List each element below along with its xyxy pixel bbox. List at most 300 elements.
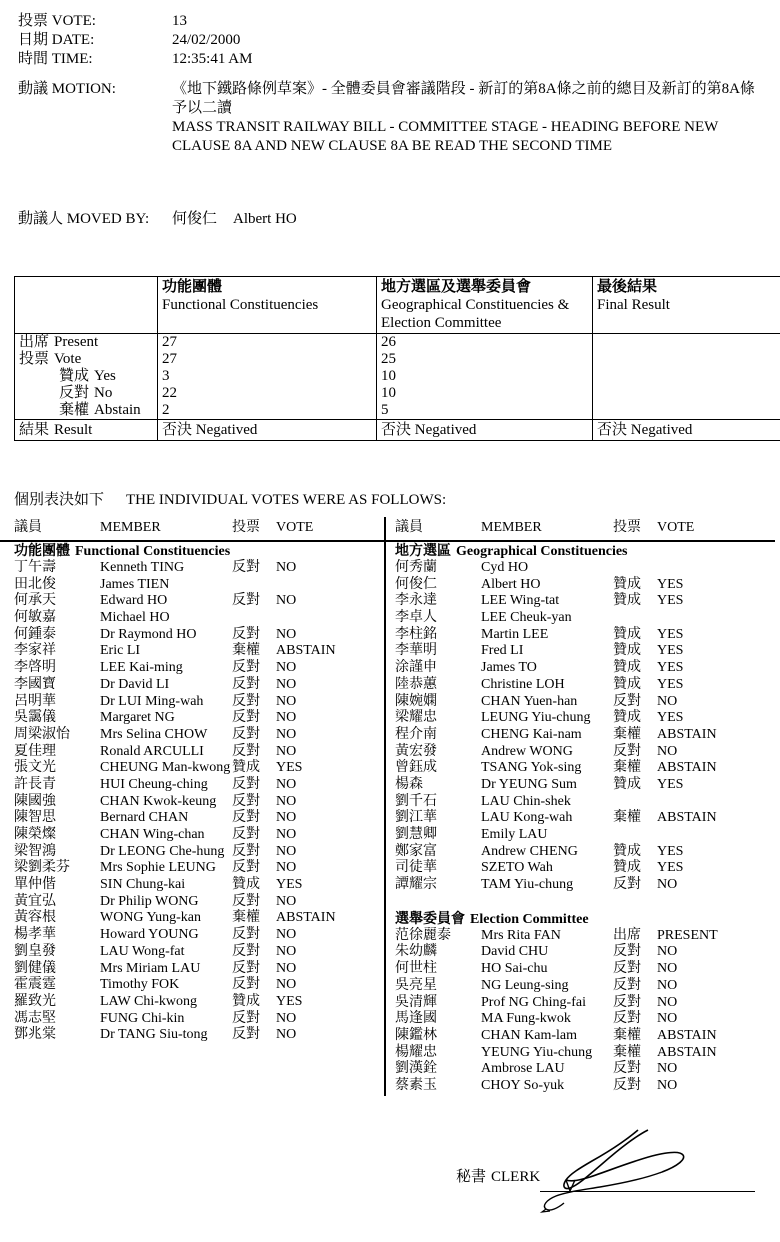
vote-row — [14, 877, 374, 894]
vote-value-chinese: 反對 — [613, 1011, 641, 1027]
vote-row — [395, 1045, 765, 1062]
vote-value-english: ABSTAIN — [657, 1027, 717, 1043]
member-name-chinese: 陳榮燦 — [14, 827, 56, 842]
vote-number-value: 13 — [172, 13, 187, 29]
vote-value-chinese: 反對 — [613, 944, 641, 960]
member-name-chinese: 劉慧卿 — [395, 827, 437, 842]
member-name-english: LEE Wing-tat — [481, 593, 560, 609]
vote-value-english: YES — [657, 710, 684, 726]
summary-final-blank-3 — [597, 368, 780, 385]
vote-value-english: NO — [657, 877, 678, 893]
vote-value-english: YES — [276, 760, 303, 776]
vote-value-english: NO — [276, 693, 297, 709]
vote-value-chinese: 棄權 — [613, 1044, 641, 1060]
vote-row — [395, 660, 765, 677]
member-name-chinese: 何秀蘭 — [395, 560, 437, 575]
vote-row — [14, 760, 374, 777]
vote-row — [395, 1078, 765, 1095]
moved-by-block — [18, 210, 758, 229]
vote-row — [395, 560, 765, 577]
vote-value-chinese: 贊成 — [613, 676, 641, 692]
vote-row — [14, 710, 374, 727]
right-vote-column — [395, 543, 765, 1095]
meta-row-vote — [18, 12, 758, 31]
vote-value-english: NO — [657, 944, 678, 960]
vote-row — [14, 827, 374, 844]
vote-row — [395, 1011, 765, 1028]
member-name-chinese: 李國寶 — [14, 676, 56, 692]
vote-value-english: NO — [276, 943, 297, 959]
member-name-english: Mrs Miriam LAU — [100, 960, 201, 976]
summary-counts-row — [15, 334, 780, 420]
section-header-en: Election Committee — [470, 911, 589, 927]
member-name-english: SIN Chung-kai — [100, 877, 186, 893]
right-header-member-en: MEMBER — [481, 520, 542, 535]
vote-value-english: ABSTAIN — [657, 760, 717, 776]
vote-row — [14, 1011, 374, 1028]
vote-value-english: NO — [276, 843, 297, 859]
vote-value-english: NO — [657, 994, 678, 1010]
vote-row — [395, 978, 765, 995]
member-name-chinese: 涂謹申 — [395, 660, 437, 676]
vote-value-english: NO — [276, 626, 297, 642]
vote-row — [14, 643, 374, 660]
vote-number-label: 投票 VOTE: — [18, 13, 96, 29]
summary-label-abstain-en: Abstain — [94, 402, 141, 418]
vote-row — [395, 794, 765, 811]
vote-value-english: NO — [276, 726, 297, 742]
vote-value-chinese: 反對 — [232, 593, 260, 609]
left-header-member-en: MEMBER — [100, 520, 161, 535]
vote-row — [14, 610, 374, 627]
vote-value-chinese: 反對 — [232, 710, 260, 726]
section-header-zh: 功能團體 — [14, 544, 70, 559]
member-name-chinese: 丁午壽 — [14, 560, 56, 575]
summary-functional-abstain: 2 — [162, 402, 170, 418]
member-name-chinese: 楊森 — [395, 776, 423, 792]
member-name-english: Martin LEE — [481, 626, 549, 642]
member-name-chinese: 鄧兆棠 — [14, 1027, 56, 1043]
summary-label-yes-en: Yes — [94, 368, 116, 384]
motion-body — [172, 80, 763, 156]
vote-row — [395, 860, 765, 877]
vote-row — [395, 744, 765, 761]
summary-functional-yes: 3 — [162, 368, 170, 384]
vote-value-chinese: 反對 — [232, 977, 260, 993]
vote-row — [14, 627, 374, 644]
vote-row — [14, 727, 374, 744]
vote-row — [14, 560, 374, 577]
summary-values-geographical — [377, 334, 593, 420]
vote-row — [395, 844, 765, 861]
vote-row — [14, 944, 374, 961]
vote-row — [395, 1028, 765, 1045]
section-header — [395, 911, 765, 928]
vote-value-english: NO — [276, 893, 297, 909]
member-name-chinese: 曾鈺成 — [395, 760, 437, 776]
member-name-english: Ambrose LAU — [481, 1061, 565, 1077]
member-name-english: Dr Raymond HO — [100, 626, 197, 642]
vote-row — [14, 660, 374, 677]
vote-value-chinese: 棄權 — [232, 643, 260, 659]
motion-label: 動議 MOTION: — [18, 81, 116, 97]
member-name-english: Dr YEUNG Sum — [481, 776, 577, 792]
summary-table-body — [15, 334, 780, 441]
vote-row — [395, 944, 765, 961]
vote-value-chinese: 反對 — [232, 726, 260, 742]
member-name-chinese: 楊耀忠 — [395, 1044, 437, 1060]
vote-row — [14, 994, 374, 1011]
vote-row — [395, 995, 765, 1012]
summary-label-vote-zh: 投票 — [19, 351, 50, 367]
summary-header-functional — [158, 277, 377, 334]
vote-value-english: NO — [657, 693, 678, 709]
member-name-chinese: 呂明華 — [14, 693, 56, 709]
vote-row — [395, 694, 765, 711]
member-name-english: Prof NG Ching-fai — [481, 994, 586, 1010]
member-name-english: Ronald ARCULLI — [100, 743, 204, 759]
vote-row — [14, 593, 374, 610]
summary-header-geographical-zh: 地方選區及選舉委員會 — [381, 279, 532, 295]
summary-final-blank-1 — [597, 334, 780, 351]
vote-value-english: NO — [276, 927, 297, 943]
vote-value-chinese: 贊成 — [613, 843, 641, 859]
section-header — [14, 543, 374, 560]
vote-value-chinese: 反對 — [232, 676, 260, 692]
member-name-english: Christine LOH — [481, 676, 565, 692]
member-name-english: Dr TANG Siu-tong — [100, 1027, 208, 1043]
vote-row — [395, 877, 765, 894]
vote-value-chinese: 反對 — [232, 960, 260, 976]
summary-result-label-en: Result — [54, 422, 93, 438]
vote-row — [395, 928, 765, 945]
member-name-chinese: 黃宏發 — [395, 743, 437, 759]
vote-value-english: NO — [276, 676, 297, 692]
header-divider-rule — [0, 540, 775, 542]
vote-value-chinese: 贊成 — [613, 626, 641, 642]
vote-row — [14, 844, 374, 861]
vote-row — [14, 794, 374, 811]
left-vote-column — [14, 543, 374, 1044]
vote-value-chinese: 棄權 — [232, 910, 260, 926]
member-name-english: Eric LI — [100, 643, 141, 659]
summary-result-row — [15, 420, 780, 441]
member-name-chinese: 周梁淑怡 — [14, 726, 70, 742]
summary-values-final — [593, 334, 780, 420]
member-name-english: Edward HO — [100, 593, 168, 609]
vote-value-chinese: 反對 — [232, 776, 260, 792]
member-name-chinese: 梁智鴻 — [14, 843, 56, 859]
vote-value-chinese: 反對 — [232, 893, 260, 909]
vote-value-chinese: 反對 — [613, 1077, 641, 1093]
summary-result-functional: 否決 Negatived — [158, 420, 377, 441]
section-header-en: Geographical Constituencies — [456, 544, 628, 559]
meta-row-time — [18, 50, 758, 69]
member-name-chinese: 李永達 — [395, 593, 437, 609]
member-name-chinese: 蔡素玉 — [395, 1077, 437, 1093]
left-header-vote-en: VOTE — [276, 520, 314, 535]
vote-value-english: NO — [276, 1027, 297, 1043]
member-name-english: Howard YOUNG — [100, 927, 199, 943]
vote-value-english: ABSTAIN — [276, 910, 336, 926]
summary-header-blank — [15, 277, 158, 334]
vote-row — [395, 777, 765, 794]
individual-votes-title-zh: 個別表決如下 — [14, 492, 105, 508]
individual-votes-title — [14, 491, 446, 509]
vote-value-chinese: 贊成 — [613, 576, 641, 592]
summary-final-blank-5 — [597, 402, 780, 419]
section-header-en: Functional Constituencies — [75, 544, 231, 559]
mover-name-english: Albert HO — [233, 211, 297, 227]
summary-label-no-zh: 反對 — [59, 385, 90, 401]
vote-row — [14, 860, 374, 877]
summary-final-blank-2 — [597, 351, 780, 368]
date-value: 24/02/2000 — [172, 32, 241, 48]
summary-label-present-zh: 出席 — [19, 334, 50, 350]
member-name-chinese: 劉千石 — [395, 793, 437, 809]
section-header-zh: 地方選區 — [395, 544, 451, 559]
vote-value-english: NO — [657, 1077, 678, 1093]
vote-row — [395, 810, 765, 827]
vote-value-english: NO — [276, 710, 297, 726]
member-name-english: LAU Chin-shek — [481, 793, 571, 809]
summary-label-abstain-zh: 棄權 — [59, 402, 90, 418]
vote-value-chinese: 反對 — [232, 860, 260, 876]
vote-value-chinese: 贊成 — [613, 660, 641, 676]
member-name-chinese: 馬逢國 — [395, 1011, 437, 1027]
vote-value-english: YES — [657, 860, 684, 876]
summary-label-yes — [19, 368, 153, 385]
vote-value-english: NO — [657, 1061, 678, 1077]
member-name-chinese: 陳婉嫻 — [395, 693, 437, 709]
summary-header-final-zh: 最後結果 — [597, 279, 658, 295]
vote-row — [395, 760, 765, 777]
vote-value-english: NO — [276, 977, 297, 993]
member-name-english: HO Sai-chu — [481, 961, 548, 977]
summary-header-final-en: Final Result — [597, 297, 670, 313]
member-name-english: LAU Kong-wah — [481, 810, 573, 826]
member-name-english: Bernard CHAN — [100, 810, 189, 826]
member-name-english: Cyd HO — [481, 560, 529, 575]
left-column-headers — [14, 519, 374, 539]
column-divider-rule — [384, 517, 386, 1096]
member-name-chinese: 何敏嘉 — [14, 610, 56, 626]
member-name-chinese: 黃宜弘 — [14, 893, 56, 909]
member-name-chinese: 吳亮星 — [395, 977, 437, 993]
vote-value-chinese: 贊成 — [613, 593, 641, 609]
member-name-chinese: 梁劉柔芬 — [14, 860, 70, 876]
member-name-chinese: 劉健儀 — [14, 960, 56, 976]
vote-value-english: YES — [276, 993, 303, 1009]
summary-header-row — [15, 277, 780, 334]
vote-row — [14, 1027, 374, 1044]
summary-label-vote-en: Vote — [54, 351, 82, 367]
member-name-chinese: 程介南 — [395, 726, 437, 742]
vote-value-english: NO — [276, 810, 297, 826]
vote-row — [395, 677, 765, 694]
summary-header-geographical-en: Geographical Constituencies & Election Committee — [381, 297, 570, 331]
vote-value-english: YES — [657, 626, 684, 642]
member-name-chinese: 陸恭蕙 — [395, 676, 437, 692]
summary-functional-vote: 27 — [162, 351, 177, 367]
vote-value-english: YES — [657, 660, 684, 676]
summary-final-blank-4 — [597, 385, 780, 402]
member-name-english: HUI Cheung-ching — [100, 776, 208, 792]
signature-line — [540, 1191, 755, 1192]
summary-header-functional-zh: 功能團體 — [162, 279, 223, 295]
member-name-chinese: 李華明 — [395, 643, 437, 659]
summary-header-final — [593, 277, 780, 334]
member-name-chinese: 李柱銘 — [395, 626, 437, 642]
member-name-english: Dr LUI Ming-wah — [100, 693, 204, 709]
member-name-english: LEE Kai-ming — [100, 660, 183, 676]
right-header-vote-zh: 投票 — [613, 520, 641, 535]
vote-value-english: PRESENT — [657, 927, 718, 943]
vote-value-english: NO — [276, 560, 297, 575]
vote-row — [14, 961, 374, 978]
right-column-headers — [395, 519, 755, 539]
member-name-english: TSANG Yok-sing — [481, 760, 582, 776]
member-name-chinese: 李卓人 — [395, 610, 437, 626]
vote-value-chinese: 反對 — [232, 660, 260, 676]
member-name-english: Kenneth TING — [100, 560, 185, 575]
member-name-chinese: 馮志堅 — [14, 1010, 56, 1026]
vote-value-chinese: 反對 — [232, 943, 260, 959]
member-name-chinese: 劉皇發 — [14, 943, 56, 959]
vote-value-english: YES — [657, 576, 684, 592]
vote-value-chinese: 贊成 — [232, 877, 260, 893]
left-header-vote-zh: 投票 — [232, 520, 260, 535]
vote-value-chinese: 棄權 — [613, 1027, 641, 1043]
member-name-english: SZETO Wah — [481, 860, 553, 876]
member-name-english: James TO — [481, 660, 537, 676]
vote-row — [395, 577, 765, 594]
summary-functional-no: 22 — [162, 385, 177, 401]
vote-row — [14, 977, 374, 994]
vote-value-chinese: 反對 — [232, 827, 260, 842]
vote-row — [395, 827, 765, 844]
member-name-english: Andrew CHENG — [481, 843, 578, 859]
member-name-chinese: 何鍾泰 — [14, 626, 56, 642]
member-name-chinese: 單仲偕 — [14, 877, 56, 893]
member-name-english: YEUNG Yiu-chung — [481, 1044, 593, 1060]
member-name-english: Timothy FOK — [100, 977, 180, 993]
clerk-label-en: CLERK — [491, 1169, 541, 1185]
member-name-chinese: 楊孝華 — [14, 927, 56, 943]
member-name-chinese: 劉江華 — [395, 810, 437, 826]
document-meta — [18, 12, 758, 69]
vote-value-english: YES — [276, 877, 303, 893]
vote-value-english: NO — [657, 743, 678, 759]
vote-value-english: NO — [276, 1010, 297, 1026]
member-name-english: NG Leung-sing — [481, 977, 569, 993]
member-name-english: Andrew WONG — [481, 743, 573, 759]
vote-row — [14, 694, 374, 711]
member-name-chinese: 何世柱 — [395, 961, 437, 977]
member-name-english: Mrs Selina CHOW — [100, 726, 208, 742]
member-name-english: CHAN Kwok-keung — [100, 793, 217, 809]
vote-value-chinese: 反對 — [232, 793, 260, 809]
vote-value-chinese: 反對 — [613, 693, 641, 709]
vote-row — [395, 1061, 765, 1078]
member-name-chinese: 吳靄儀 — [14, 710, 56, 726]
motion-block — [18, 80, 763, 156]
member-name-chinese: 何俊仁 — [395, 576, 437, 592]
member-name-english: LEE Cheuk-yan — [481, 610, 572, 626]
summary-geographical-yes: 10 — [381, 368, 396, 384]
summary-row-labels — [15, 334, 158, 420]
vote-value-english: ABSTAIN — [276, 643, 336, 659]
vote-row — [14, 677, 374, 694]
vote-value-chinese: 贊成 — [232, 993, 260, 1009]
member-name-english: CHAN Kam-lam — [481, 1027, 578, 1043]
member-name-chinese: 夏佳理 — [14, 743, 56, 759]
summary-label-yes-zh: 贊成 — [59, 368, 90, 384]
vote-value-english: YES — [657, 776, 684, 792]
vote-value-chinese: 反對 — [232, 1010, 260, 1026]
clerk-signature-mark — [520, 1128, 740, 1223]
vote-value-chinese: 贊成 — [232, 760, 260, 776]
member-name-chinese: 陳國強 — [14, 793, 56, 809]
vote-value-chinese: 反對 — [613, 994, 641, 1010]
vote-row — [395, 961, 765, 978]
vote-value-english: NO — [657, 1011, 678, 1027]
vote-value-english: ABSTAIN — [657, 810, 717, 826]
member-name-chinese: 霍震霆 — [14, 977, 56, 993]
vote-value-english: NO — [276, 860, 297, 876]
vote-row — [395, 643, 765, 660]
member-name-chinese: 陳鑑林 — [395, 1027, 437, 1043]
vote-value-english: ABSTAIN — [657, 1044, 717, 1060]
vote-row — [14, 927, 374, 944]
section-header — [395, 543, 765, 560]
summary-label-no — [19, 385, 153, 402]
vote-value-chinese: 反對 — [232, 743, 260, 759]
summary-geographical-abstain: 5 — [381, 402, 389, 418]
date-label: 日期 DATE: — [18, 32, 95, 48]
member-name-chinese: 梁耀忠 — [395, 710, 437, 726]
vote-value-chinese: 贊成 — [613, 643, 641, 659]
member-name-chinese: 何承天 — [14, 593, 56, 609]
mover-name-chinese: 何俊仁 — [172, 211, 218, 227]
vote-summary-table — [14, 276, 780, 441]
vote-value-chinese: 反對 — [232, 1027, 260, 1043]
member-name-english: Michael HO — [100, 610, 170, 626]
summary-geographical-present: 26 — [381, 334, 396, 350]
member-name-english: LAU Wong-fat — [100, 943, 185, 959]
member-name-chinese: 鄭家富 — [395, 843, 437, 859]
member-name-chinese: 李家祥 — [14, 643, 56, 659]
vote-value-chinese: 反對 — [232, 693, 260, 709]
meta-row-date — [18, 31, 758, 50]
vote-value-english: NO — [276, 593, 297, 609]
member-name-english: CHOY So-yuk — [481, 1077, 565, 1093]
summary-result-final: 否決 Negatived — [593, 420, 780, 441]
vote-value-chinese: 反對 — [232, 560, 260, 575]
vote-value-english: NO — [276, 660, 297, 676]
vote-row — [395, 727, 765, 744]
vote-value-chinese: 反對 — [232, 810, 260, 826]
vote-value-english: YES — [657, 843, 684, 859]
vote-value-english: NO — [276, 793, 297, 809]
vote-value-english: YES — [657, 593, 684, 609]
summary-geographical-vote: 25 — [381, 351, 396, 367]
vote-value-chinese: 贊成 — [613, 710, 641, 726]
summary-label-no-en: No — [94, 385, 113, 401]
member-name-english: FUNG Chi-kin — [100, 1010, 185, 1026]
vote-row — [14, 777, 374, 794]
member-name-english: James TIEN — [100, 576, 170, 592]
